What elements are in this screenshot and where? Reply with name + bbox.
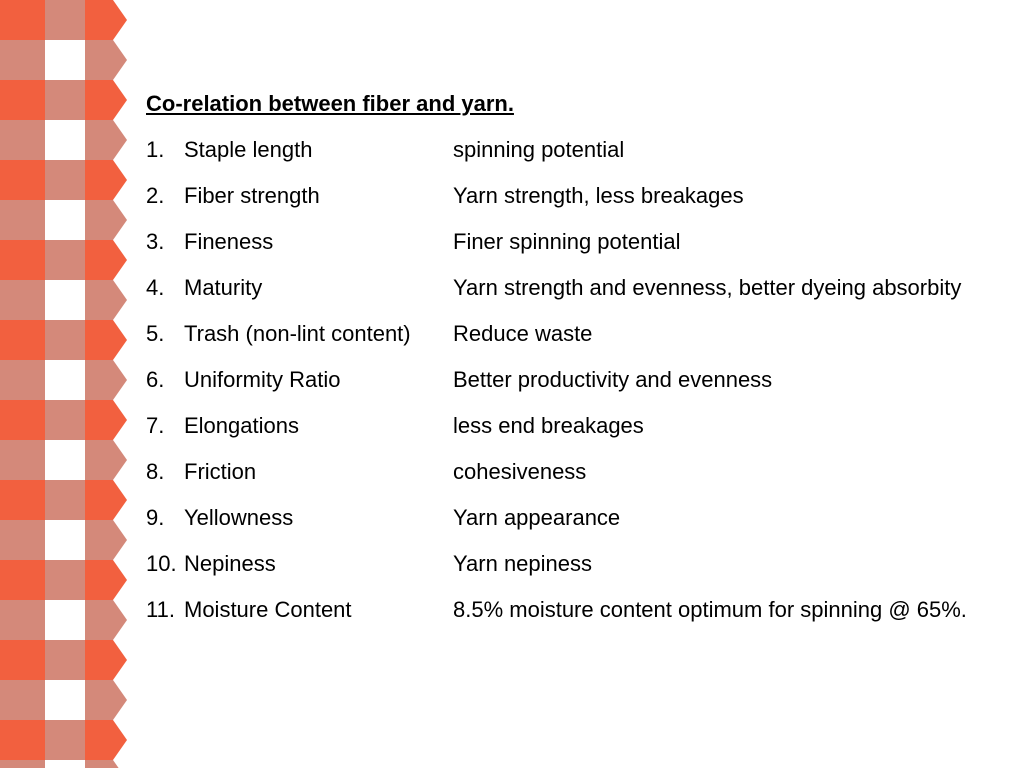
item-number: 11. xyxy=(146,597,175,622)
list-item xyxy=(146,318,1006,349)
list-item xyxy=(146,134,1006,165)
item-number: 3. xyxy=(146,229,165,254)
fiber-parameter: Nepiness xyxy=(184,551,276,576)
list-item xyxy=(146,272,1006,303)
fiber-parameter: Yellowness xyxy=(184,505,294,530)
item-number: 8. xyxy=(146,459,165,484)
item-number: 6. xyxy=(146,367,165,392)
fiber-parameter: Maturity xyxy=(184,275,263,300)
item-number: 2. xyxy=(146,183,165,208)
yarn-effect: cohesiveness xyxy=(453,459,587,484)
list-item xyxy=(146,456,1006,487)
slide-content xyxy=(146,88,1006,640)
fiber-parameter: Moisture Content xyxy=(184,597,352,622)
yarn-effect: Yarn strength, less breakages xyxy=(453,183,744,208)
fiber-parameter: Elongations xyxy=(184,413,299,438)
yarn-effect: Finer spinning potential xyxy=(453,229,681,254)
fiber-parameter: Staple length xyxy=(184,137,313,162)
list-item xyxy=(146,594,1006,625)
yarn-effect: Yarn appearance xyxy=(453,505,621,530)
list-item xyxy=(146,548,1006,579)
list-item xyxy=(146,410,1006,441)
slide-title: Co-relation between fiber and yarn. xyxy=(146,91,514,116)
fiber-parameter: Fineness xyxy=(184,229,274,254)
yarn-effect: less end breakages xyxy=(453,413,644,438)
list-item xyxy=(146,226,1006,257)
fiber-parameter: Friction xyxy=(184,459,257,484)
checkered-border-decoration xyxy=(0,0,130,768)
item-number: 9. xyxy=(146,505,165,530)
yarn-effect: Yarn nepiness xyxy=(453,551,593,576)
fiber-parameter: Trash (non-lint content) xyxy=(184,321,411,346)
yarn-effect: spinning potential xyxy=(453,137,625,162)
item-number: 5. xyxy=(146,321,165,346)
yarn-effect: Yarn strength and evenness, better dyeing absorbity xyxy=(453,275,962,300)
item-number: 10. xyxy=(146,551,177,576)
list-item xyxy=(146,180,1006,211)
fiber-parameter: Uniformity Ratio xyxy=(184,367,341,392)
yarn-effect: Better productivity and evenness xyxy=(453,367,773,392)
list-item xyxy=(146,364,1006,395)
yarn-effect: Reduce waste xyxy=(453,321,593,346)
yarn-effect: 8.5% moisture content optimum for spinning @ 65%. xyxy=(453,597,967,622)
fiber-parameter: Fiber strength xyxy=(184,183,320,208)
list-item xyxy=(146,502,1006,533)
item-number: 4. xyxy=(146,275,165,300)
item-number: 1. xyxy=(146,137,165,162)
item-number: 7. xyxy=(146,413,165,438)
